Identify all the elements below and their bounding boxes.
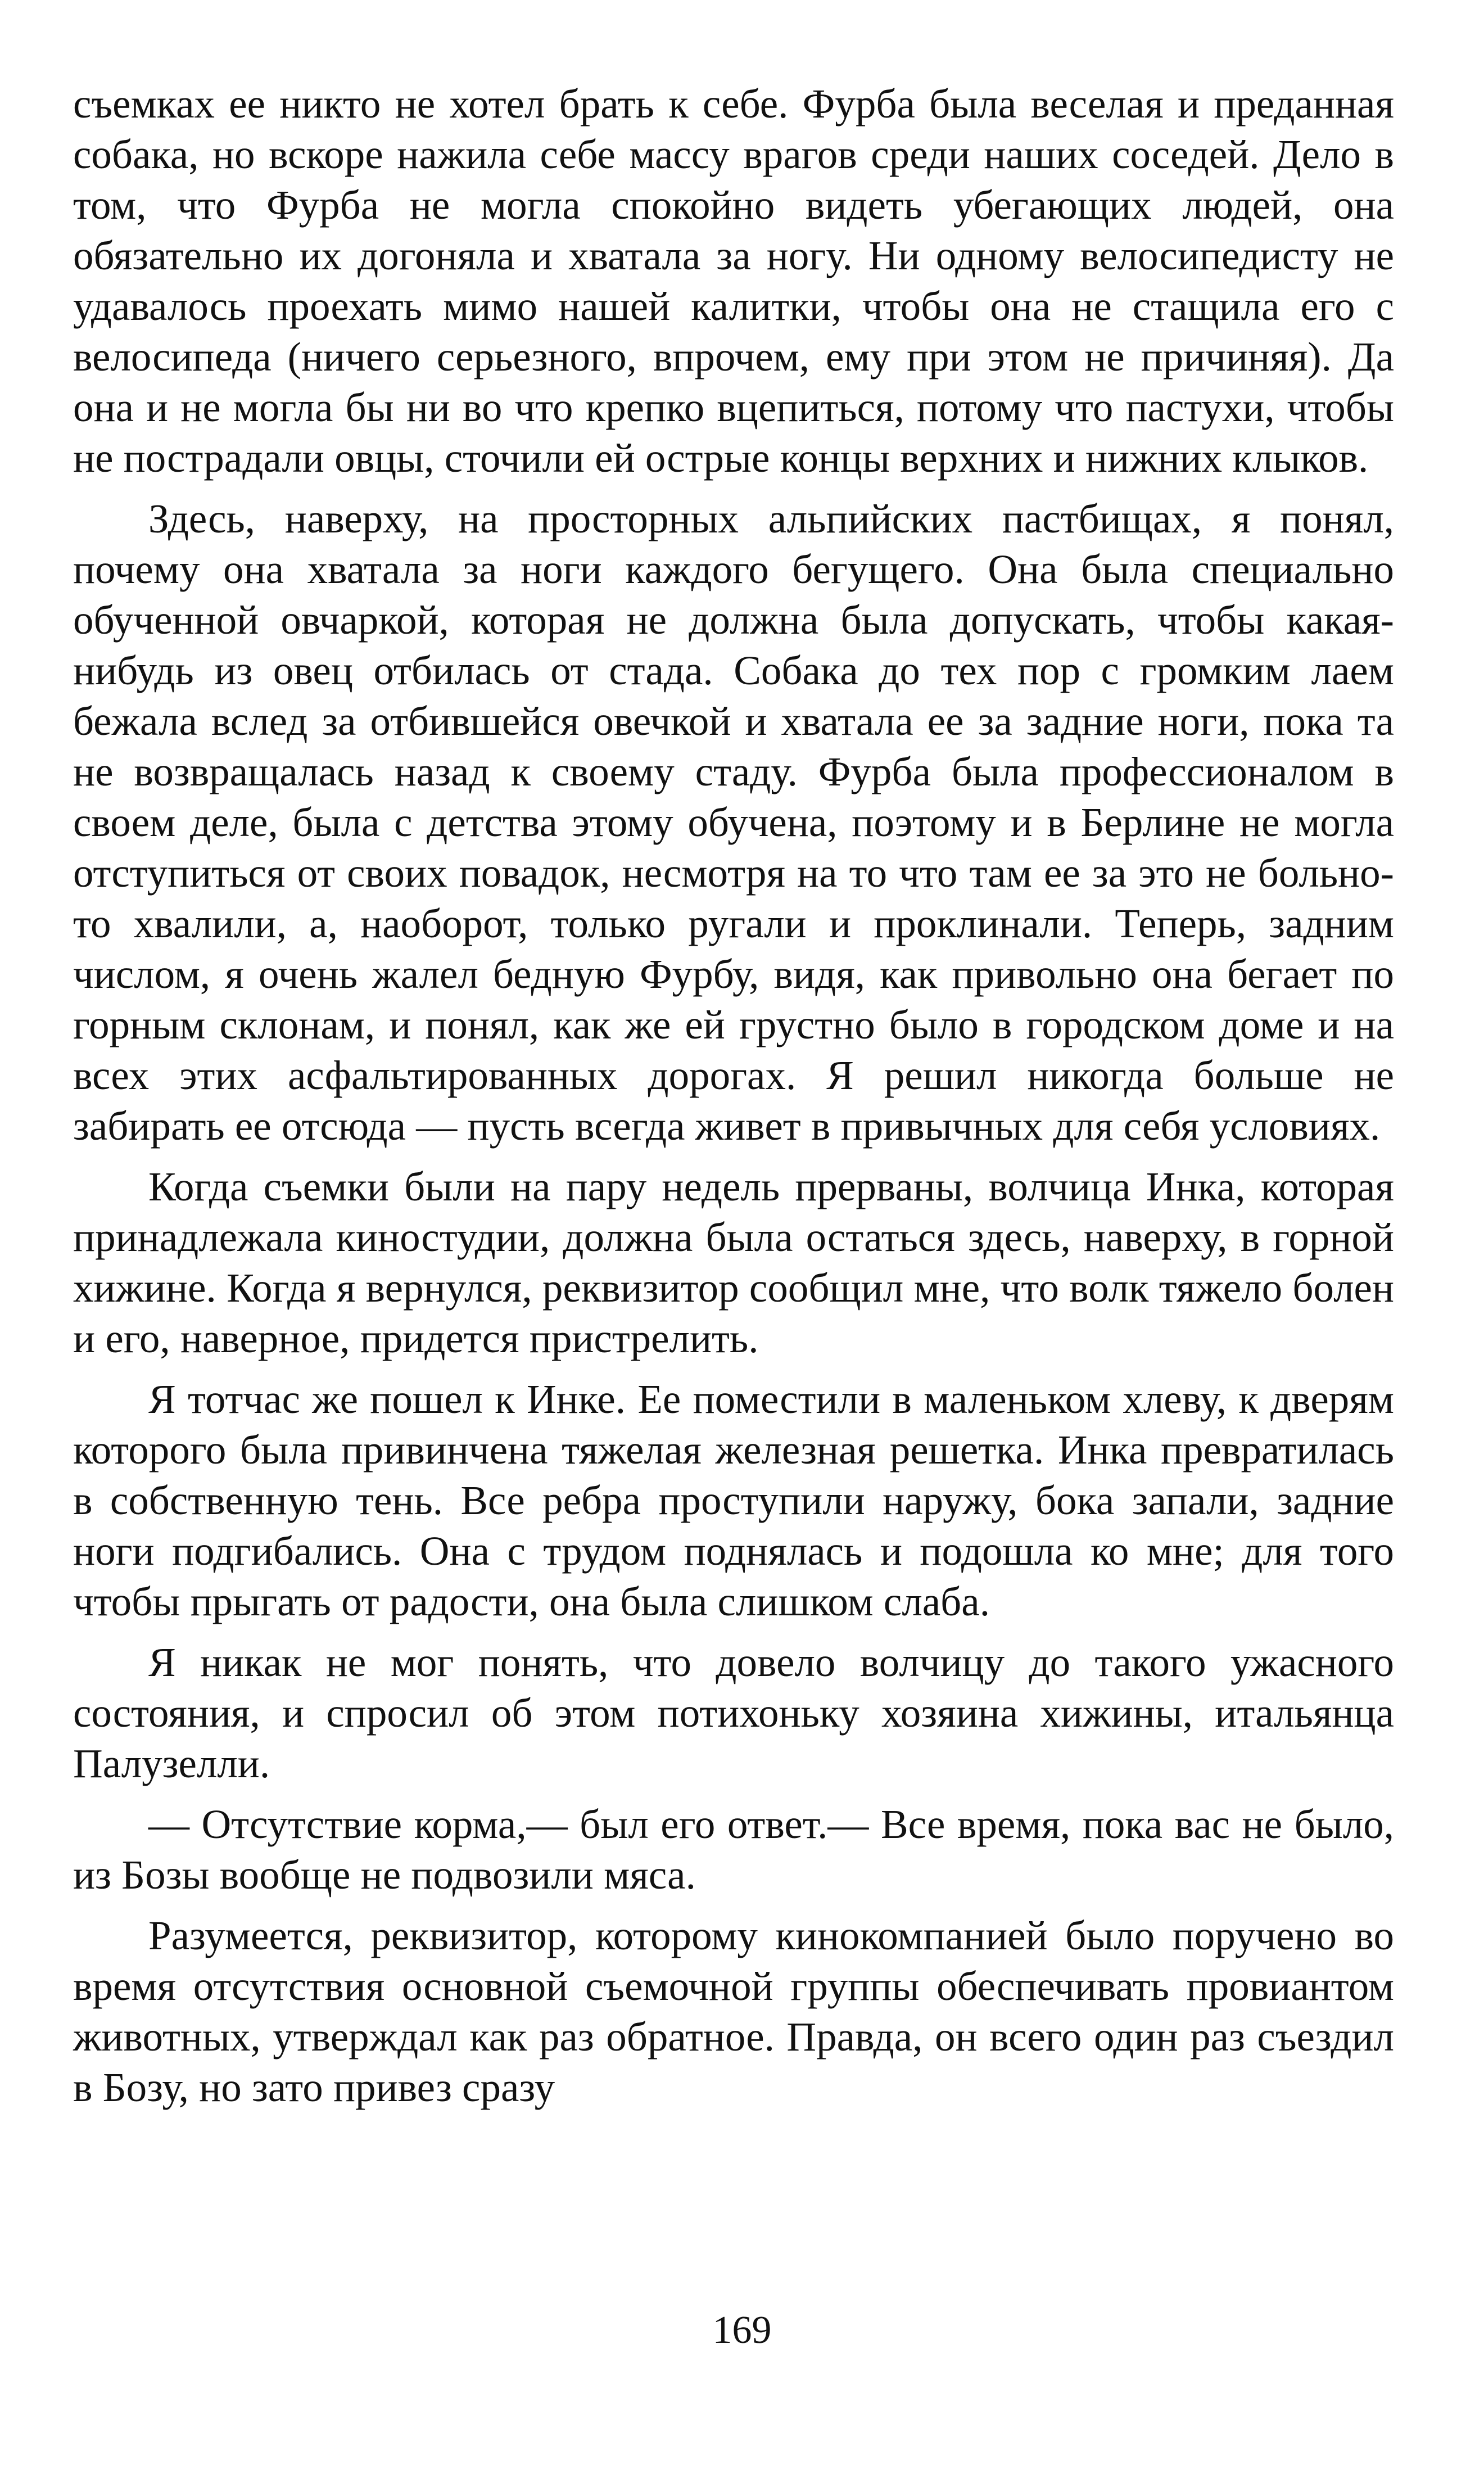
paragraph-3: Когда съемки были на пару недель прерваны, волчица Инка, которая принадлежала киностудии, должна была остаться здесь, наверху, в горной хижине. Когда я вернулся, реквизитор сообщил мне, что волк тяжело болен и его, наверное, придется пристрелить.	[73, 1164, 1394, 1361]
page-number: 169	[712, 2309, 772, 2352]
page-body	[73, 79, 1394, 2123]
paragraph-1: съемках ее никто не хотел брать к себе. Фурба была веселая и преданная собака, но вскоре нажила себе массу врагов среди наших соседей. Дело в том, что Фурба не могла спокойно видеть убегающих людей, она обязательно их догоняла и хватала за ногу. Ни одному велосипедисту не удавалось проехать мимо нашей калитки, чтобы она не стащила его с велосипеда (ничего серьезного, впрочем, ему при этом не причиняя). Да она и не могла бы ни во что крепко вцепиться, потому что пастухи, чтобы не пострадали овцы, сточили ей острые концы верхних и нижних клыков.	[73, 81, 1394, 481]
paragraph-2: Здесь, наверху, на просторных альпийских пастбищах, я понял, почему она хватала за ноги каждого бегущего. Она была специально обученной овчаркой, которая не должна была допускать, чтобы какая-нибудь из овец отбилась от стада. Собака до тех пор с громким лаем бежала вслед за отбившейся овечкой и хватала ее за задние ноги, пока та не возвращалась назад к своему стаду. Фурба была профессионалом в своем деле, была с детства этому обучена, поэтому и в Берлине не могла отступиться от своих повадок, несмотря на то что там ее за это не больно-то хвалили, а, наоборот, только ругали и проклинали. Теперь, задним числом, я очень жалел бедную Фурбу, видя, как привольно она бегает по горным склонам, и понял, как же ей грустно было в городском доме и на всех этих асфальтированных дорогах. Я решил никогда больше не забирать ее отсюда — пусть всегда живет в привычных для себя условиях.	[73, 496, 1394, 1149]
paragraph-4: Я тотчас же пошел к Инке. Ее поместили в маленьком хлеву, к дверям которого была привинчена тяжелая железная решетка. Инка превратилась в собственную тень. Все ребра проступили наружу, бока запали, задние ноги подгибались. Она с трудом поднялась и подошла ко мне; для того чтобы прыгать от радости, она была слишком слаба.	[73, 1376, 1394, 1624]
paragraph-6: — Отсутствие корма,— был его ответ.— Все время, пока вас не было, из Бозы вообще не подвозили мяса.	[73, 1801, 1394, 1898]
paragraph-7: Разумеется, реквизитор, которому кинокомпанией было поручено во время отсутствия основной съемочной группы обеспечивать провиантом животных, утверждал как раз обратное. Правда, он всего один раз съездил в Бозу, но зато привез сразу	[73, 1913, 1394, 2110]
paragraph-5: Я никак не мог понять, что довело волчицу до такого ужасного состояния, и спросил об этом потихоньку хозяина хижины, итальянца Палузелли.	[73, 1640, 1394, 1786]
